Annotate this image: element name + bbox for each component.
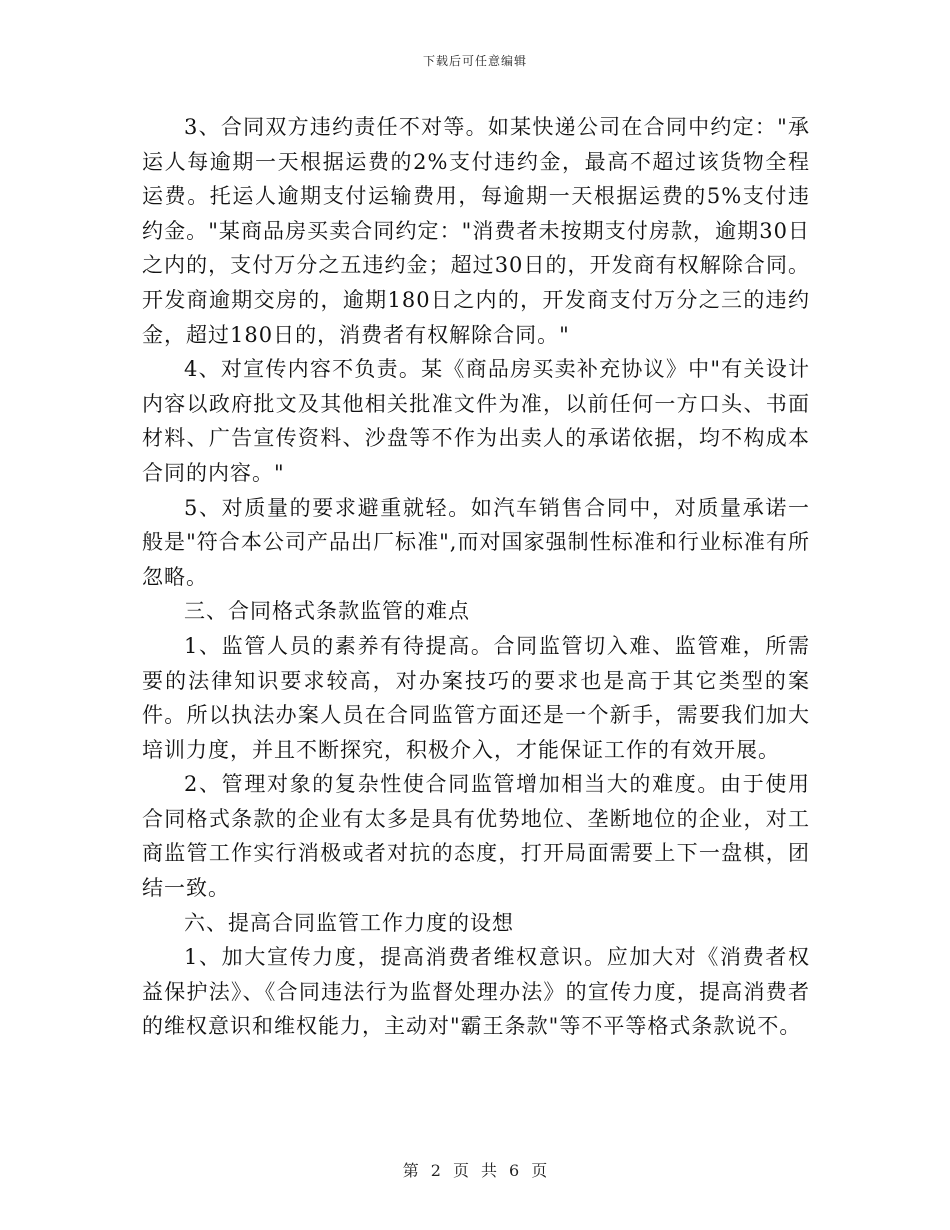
- footer-page-number: 2: [430, 1161, 441, 1180]
- page-footer: [0, 1158, 950, 1181]
- section-heading-difficulties: 三、合同格式条款监管的难点: [184, 599, 470, 624]
- footer-page-unit: 页: [452, 1161, 469, 1180]
- footer-total-prefix: 共: [481, 1161, 498, 1180]
- paragraph-staff-quality: 1、监管人员的素养有待提高。合同监管切入难、监管难，所需要的法律知识要求较高，对办案技巧的要求也是高于其它类型的案件。所以执法办案人员在合同监管方面还是一个新手，需要我们加大培训力度，并且不断探究，积极介入，才能保证工作的有效开展。: [142, 633, 810, 762]
- paragraph-quality: 5、对质量的要求避重就轻。如汽车销售合同中，对质量承诺一般是"符合本公司产品出厂标准",而对国家强制性标准和行业标准有所忽略。: [142, 495, 810, 589]
- footer-total-unit: 页: [531, 1161, 548, 1180]
- section-heading-proposals: 六、提高合同监管工作力度的设想: [184, 910, 514, 935]
- footer-prefix: 第: [402, 1161, 419, 1180]
- paragraph-advertising: 4、对宣传内容不负责。某《商品房买卖补充协议》中"有关设计内容以政府批文及其他相关批准文件为准，以前任何一方口头、书面材料、广告宣传资料、沙盘等不作为出卖人的承诺依据，均不构成本合同的内容。": [142, 357, 810, 485]
- paragraph-breach-liability: 3、合同双方违约责任不对等。如某快递公司在合同中约定："承运人每逾期一天根据运费的2%支付违约金，最高不超过该货物全程运费。托运人逾期支付运输费用，每逾期一天根据运费的5%支付违约金。"某商品房买卖合同约定："消费者未按期支付房款，逾期30日之内的，支付万分之五违约金；超过30日的，开发商有权解除合同。开发商逾期交房的，逾期180日之内的，开发商支付万分之三的违约金，超过180日的，消费者有权解除合同。": [142, 115, 810, 347]
- footer-total-pages: 6: [509, 1161, 520, 1180]
- document-body: [142, 110, 810, 1044]
- page-header-note: 下载后可任意编辑: [422, 54, 527, 68]
- paragraph-complexity: 2、管理对象的复杂性使合同监管增加相当大的难度。由于使用合同格式条款的企业有太多是具有优势地位、垄断地位的企业，对工商监管工作实行消极或者对抗的态度，打开局面需要上下一盘棋，团结一致。: [142, 772, 810, 901]
- paragraph-publicity: 1、加大宣传力度，提高消费者维权意识。应加大对《消费者权益保护法》、《合同违法行为监督处理办法》的宣传力度，提高消费者的维权意识和维权能力，主动对"霸王条款"等不平等格式条款说不。: [142, 945, 810, 1039]
